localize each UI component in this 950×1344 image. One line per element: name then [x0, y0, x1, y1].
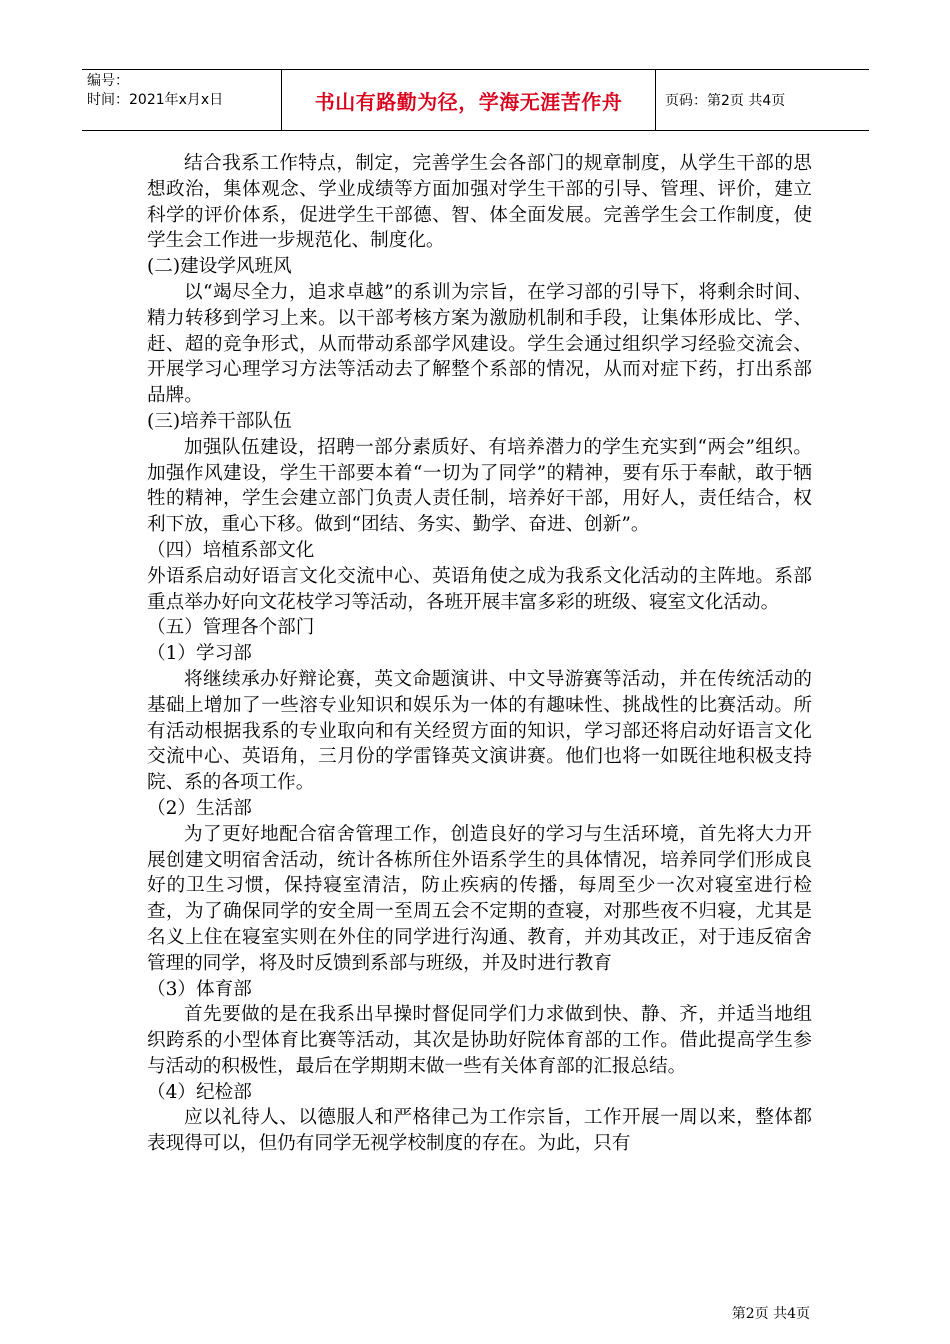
section-heading: (三)培养干部队伍 [147, 410, 292, 432]
paragraph: 将继续承办好辩论赛，英文命题演讲、中文导游赛等活动，并在传统活动的基础上增加了一些溶专业知识和娱乐为一体的有趣味性、挑战性的比赛活动。所有活动根据我系的专业取向和有关经贸方面的知识，学习部还将启动好语言文化交流中心、英语角，三月份的学雷锋英文演讲赛。他们也将一如既往地积极支持院、系的各项工作。 [147, 668, 812, 794]
paragraph: 为了更好地配合宿舍管理工作，创造良好的学习与生活环境，首先将大力开展创建文明宿舍活动，统计各栋所住外语系学生的具体情况，培养同学们形成良好的卫生习惯，保持寝室清洁，防止疾病的传播，每周至少一次对寝室进行检查，为了确保同学的安全周一至周五会不定期的查寝，对那些夜不归寝，尤其是名义上住在寝室实则在外住的同学进行沟通、教育，并劝其改正，对于违反宿舍管理的同学，将及时反馈到系部与班级，并及时进行教育 [147, 823, 812, 974]
header-page-number: 页码：第2页 共4页 [665, 93, 786, 109]
paragraph: 以“竭尽全力，追求卓越”的系训为宗旨，在学习部的引导下，将剩余时间、精力转移到学习上来。以干部考核方案为激励机制和手段，让集体形成比、学、赶、超的竞争形式，从而带动系部学风建设。学生会通过组织学习经验交流会、开展学习心理学习方法等活动去了解整个系部的情况，从而对症下药，打出系部品牌。 [147, 281, 812, 407]
section-heading: （五）管理各个部门 [147, 617, 315, 639]
paragraph: 结合我系工作特点，制定，完善学生会各部门的规章制度，从学生干部的思想政治，集体观念、学业成绩等方面加强对学生干部的引导、管理、评价，建立科学的评价体系，促进学生干部德、智、体全面发展。完善学生会工作制度，使学生会工作进一步规范化、制度化。 [147, 153, 812, 252]
document-date-label: 时间：2021年x月x日 [87, 92, 224, 108]
subsection-heading: （2）生活部 [147, 797, 252, 819]
page-header [82, 69, 869, 131]
header-meta-cell [82, 70, 282, 130]
header-motto: 书山有路勤为径，学海无涯苦作舟 [282, 70, 656, 130]
section-heading: (二)建设学风班风 [147, 256, 292, 278]
subsection-heading: （4）纪检部 [147, 1081, 252, 1103]
paragraph: 首先要做的是在我系出早操时督促同学们力求做到快、静、齐，并适当地组织跨系的小型体育比赛等活动，其次是协助好院体育部的工作。借此提高学生参与活动的积极性，最后在学期期末做一些有关体育部的汇报总结。 [147, 1004, 812, 1077]
paragraph: 外语系启动好语言文化交流中心、英语角使之成为我系文化活动的主阵地。系部重点举办好向文花枝学习等活动，各班开展丰富多彩的班级、寝室文化活动。 [147, 565, 812, 613]
page-footer-number: 第2页 共4页 [731, 1306, 810, 1322]
paragraph: 加强队伍建设，招聘一部分素质好、有培养潜力的学生充实到“两会”组织。加强作风建设，学生干部要本着“一切为了同学”的精神，要有乐于奉献，敢于牺牲的精神，学生会建立部门负责人责任制，培养好干部，用好人，责任结合，权利下放，重心下移。做到“团结、务实、勤学、奋进、创新”。 [147, 436, 812, 536]
subsection-heading: （1）学习部 [147, 643, 252, 665]
document-number-label: 编号： [87, 73, 129, 89]
section-heading: （四）培植系部文化 [147, 539, 315, 561]
document-body [147, 151, 812, 1157]
paragraph: 应以礼待人、以德服人和严格律己为工作宗旨，工作开展一周以来，整体都表现得可以，但仍有同学无视学校制度的存在。为此，只有 [147, 1107, 812, 1155]
subsection-heading: （3）体育部 [147, 978, 252, 1000]
